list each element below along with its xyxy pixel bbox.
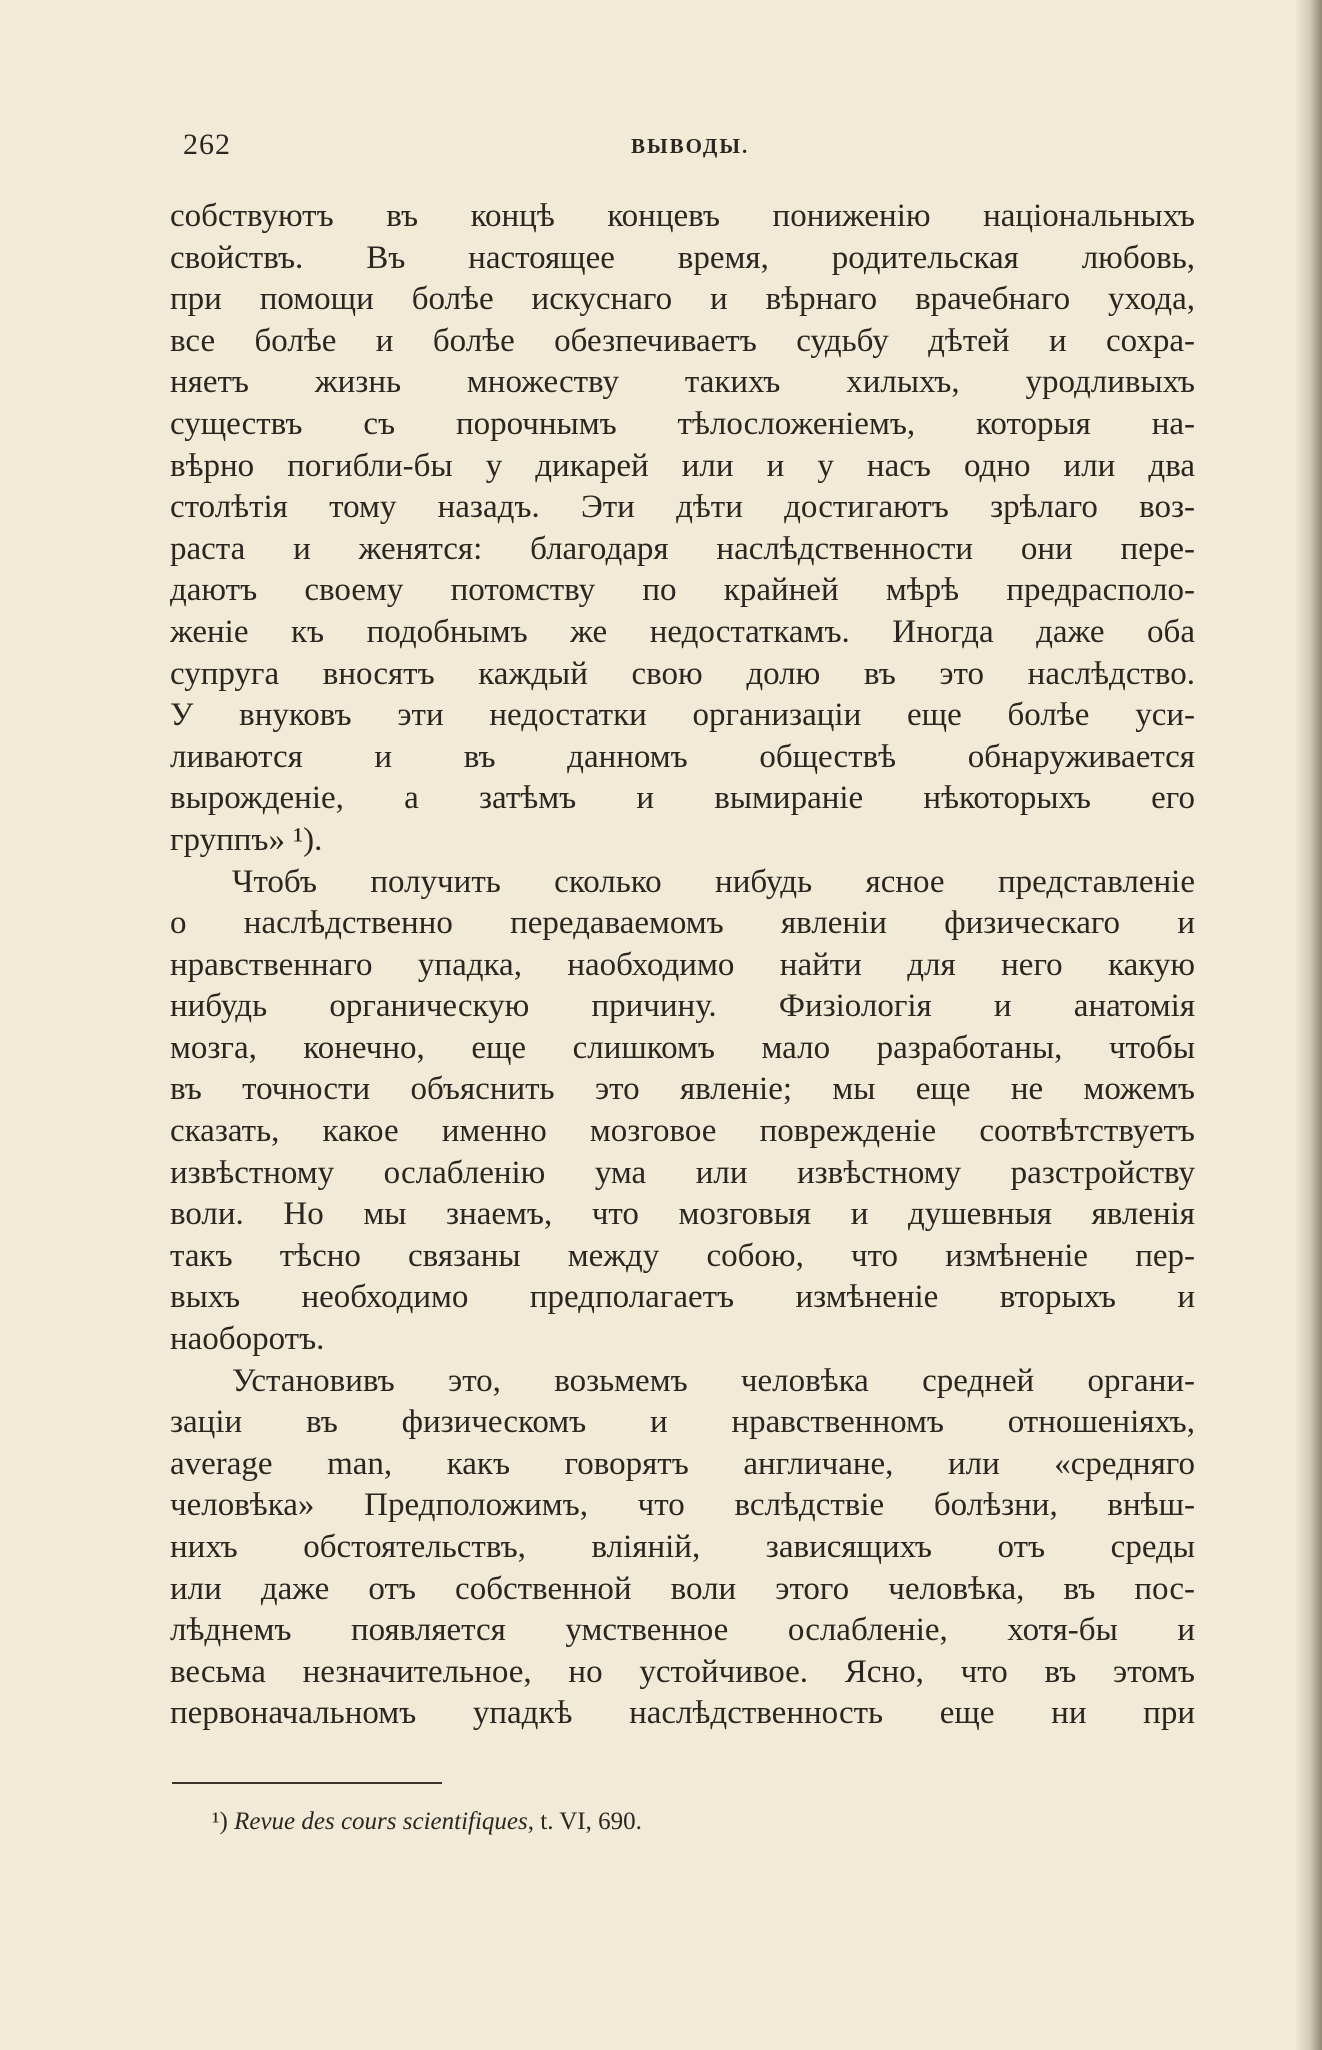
text-line: вѣрно погибли-бы у дикарей или и у насъ одно или два bbox=[170, 447, 1195, 484]
paragraph-first-line: Чтобъ получить сколько нибудь ясное представленіе bbox=[232, 863, 1195, 900]
text-line: заціи въ физическомъ и нравственномъ отношеніяхъ, bbox=[170, 1404, 1195, 1441]
text-line: такъ тѣсно связаны между собою, что измѣненіе пер- bbox=[170, 1237, 1195, 1274]
text-line: выхъ необходимо предполагаетъ измѣненіе вторыхъ и bbox=[170, 1279, 1195, 1316]
text-line: нихъ обстоятельствъ, вліяній, зависящихъ отъ среды bbox=[170, 1529, 1195, 1565]
text-line: свойствъ. Въ настоящее время, родительская любовь, bbox=[170, 239, 1195, 276]
text-line: о наслѣдственно передаваемомъ явленіи физическаго и bbox=[170, 905, 1195, 942]
text-line: существъ съ порочнымъ тѣлосложеніемъ, которыя на- bbox=[170, 405, 1195, 442]
text-line: няетъ жизнь множеству такихъ хилыхъ, уродливыхъ bbox=[170, 364, 1195, 401]
text-line: супруга вносятъ каждый свою долю въ это наслѣдство. bbox=[170, 655, 1195, 692]
text-line: сказать, какое именно мозговое поврежденіе соотвѣтствуетъ bbox=[170, 1113, 1195, 1150]
text-line: мозга, конечно, еще слишкомъ мало разработаны, чтобы bbox=[170, 1029, 1195, 1066]
body-text bbox=[170, 196, 1195, 1735]
footnote-source-title: Revue des cours scientifiques bbox=[234, 1808, 528, 1835]
text-line: лѣднемъ появляется умственное ослабленіе, хотя-бы и bbox=[170, 1612, 1195, 1649]
text-line: ливаются и въ данномъ обществѣ обнаруживается bbox=[170, 738, 1195, 775]
paragraph-first-line: Установивъ это, возьмемъ человѣка средней органи- bbox=[232, 1362, 1195, 1399]
footnote-details: , t. VI, 690. bbox=[527, 1808, 642, 1835]
text-line: нибудь органическую причину. Физіологія и анатомія bbox=[170, 988, 1195, 1025]
text-line: вырожденіе, а затѣмъ и вымираніе нѣкоторыхъ его bbox=[170, 780, 1195, 817]
text-line: первоначальномъ упадкѣ наслѣдственность еще ни при bbox=[170, 1695, 1195, 1732]
page-number: 262 bbox=[183, 128, 231, 161]
text-line: или даже отъ собственной воли этого человѣка, въ пос- bbox=[170, 1570, 1195, 1607]
text-line: извѣстному ослабленію ума или извѣстному разстройству bbox=[170, 1154, 1195, 1191]
text-line: воли. Но мы знаемъ, что мозговыя и душевныя явленія bbox=[170, 1196, 1195, 1233]
running-title: ВЫВОДЫ. bbox=[631, 134, 750, 158]
text-line: человѣка» Предположимъ, что вслѣдствіе болѣзни, внѣш- bbox=[170, 1487, 1195, 1524]
text-line: женіе къ подобнымъ же недостаткамъ. Иногда даже оба bbox=[170, 613, 1195, 650]
text-line: весьма незначительное, но устойчивое. Ясно, что въ этомъ bbox=[170, 1653, 1195, 1690]
text-line: наоборотъ. bbox=[170, 1321, 325, 1358]
footnote-divider bbox=[172, 1782, 442, 1784]
text-line: столѣтія тому назадъ. Эти дѣти достигаютъ зрѣлаго воз- bbox=[170, 489, 1195, 526]
text-line: собствуютъ въ концѣ концевъ пониженію національныхъ bbox=[170, 198, 1195, 234]
text-line: все болѣе и болѣе обезпечиваетъ судьбу дѣтей и сохра- bbox=[170, 322, 1195, 359]
text-line: въ точности объяснить это явленіе; мы еще не можемъ bbox=[170, 1071, 1195, 1108]
text-line: average man, какъ говорятъ англичане, или «средняго bbox=[170, 1445, 1195, 1482]
text-line: У внуковъ эти недостатки организаціи еще болѣе уси- bbox=[170, 697, 1195, 734]
text-line: нравственнаго упадка, наобходимо найти для него какую bbox=[170, 946, 1195, 983]
text-line: даютъ своему потомству по крайней мѣрѣ предрасполо- bbox=[170, 572, 1195, 609]
running-head bbox=[183, 128, 1193, 168]
footnote bbox=[212, 1808, 642, 1836]
text-line: при помощи болѣе искуснаго и вѣрнаго врачебнаго ухода, bbox=[170, 281, 1195, 318]
footnote-marker: ¹) bbox=[212, 1808, 228, 1835]
text-line: раста и женятся: благодаря наслѣдственности они пере- bbox=[170, 530, 1195, 567]
text-line: группъ» ¹). bbox=[170, 821, 323, 858]
